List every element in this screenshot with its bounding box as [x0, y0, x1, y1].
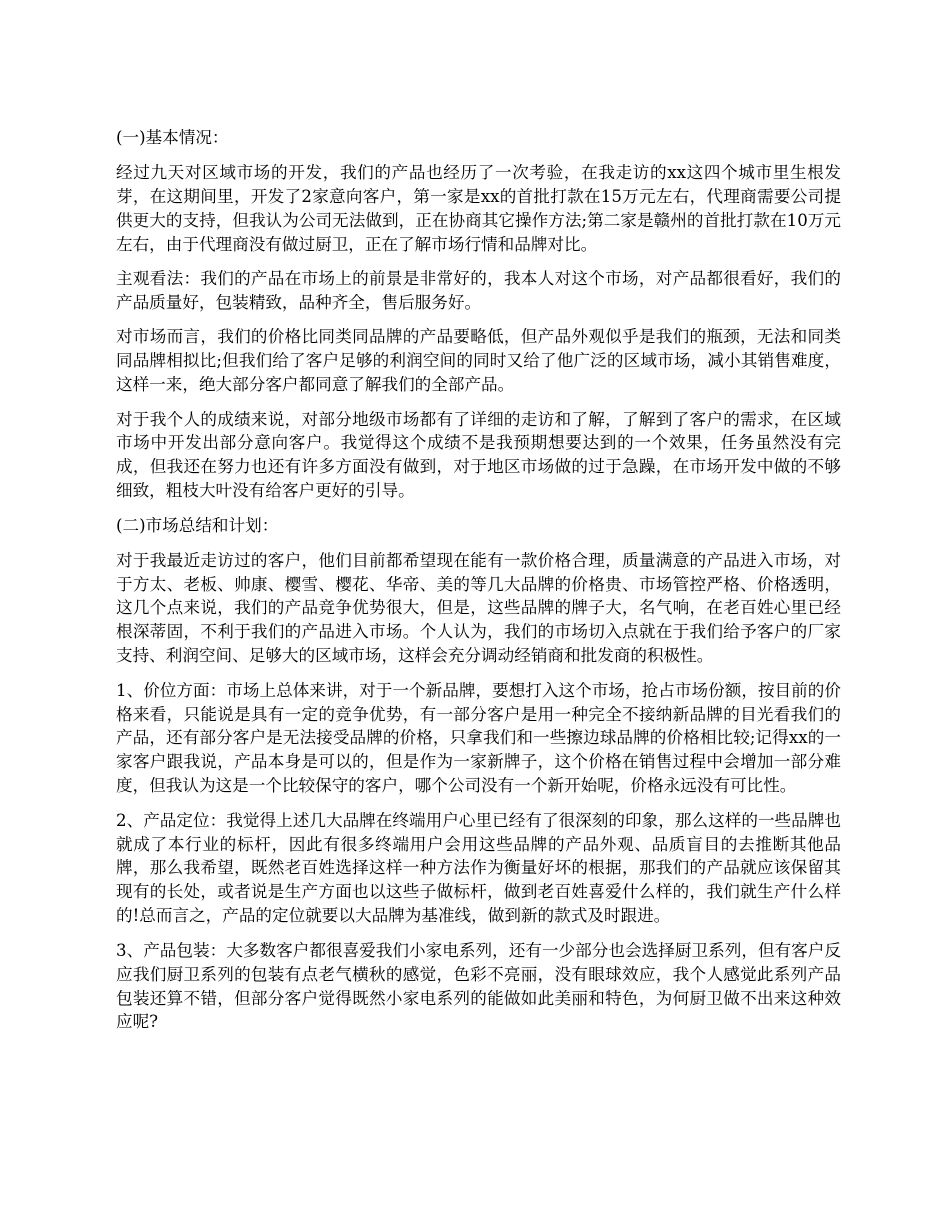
paragraph-product-packaging: 3、产品包装：大多数客户都很喜爱我们小家电系列，还有一少部分也会选择厨卫系列，但有客户反应我们厨卫系列的包装有点老气横秋的感觉，色彩不亮丽，没有眼球效应，我个人感觉此系列产品包装还算不错，但部分客户觉得既然小家电系列的能做如此美丽和特色，为何厨卫做不出来这种效应呢? [116, 940, 841, 1032]
paragraph-market-development: 经过九天对区域市场的开发，我们的产品也经历了一次考验，在我走访的xx这四个城市里生根发芽，在这期间里，开发了2家意向客户，第一家是xx的首批打款在15万元左右，代理商需要公司提供更大的支持，但我认为公司无法做到，正在协商其它操作方法;第二家是赣州的首批打款在10万元左右，由于代理商没有做过厨卫，正在了解市场行情和品牌对比。 [116, 162, 841, 254]
paragraph-customer-expectations: 对于我最近走访过的客户，他们目前都希望现在能有一款价格合理，质量满意的产品进入市场，对于方太、老板、帅康、樱雪、樱花、华帝、美的等几大品牌的价格贵、市场管控严格、价格透明，这几个点来说，我们的产品竞争优势很大，但是，这些品牌的牌子大，名气响，在老百姓心里已经根深蒂固，不利于我们的产品进入市场。个人认为，我们的市场切入点就在于我们给予客户的厂家支持、利润空间、足够大的区域市场，这样会充分调动经销商和批发商的积极性。 [116, 550, 841, 666]
paragraph-price-aspect: 1、价位方面：市场上总体来讲，对于一个新品牌，要想打入这个市场，抢占市场份额，按目前的价格来看，只能说是具有一定的竞争优势，有一部分客户是用一种完全不接纳新品牌的目光看我们的产品，还有部分客户是无法接受品牌的价格，只拿我们和一些擦边球品牌的价格相比较;记得xx的一家客户跟我说，产品本身是可以的，但是作为一家新牌子，这个价格在销售过程中会增加一部分难度，但我认为这是一个比较保守的客户，哪个公司没有一个新开始呢，价格永远没有可比性。 [116, 680, 841, 796]
paragraph-personal-results: 对于我个人的成绩来说，对部分地级市场都有了详细的走访和了解，了解到了客户的需求，在区域市场中开发出部分意向客户。我觉得这个成绩不是我预期想要达到的一个效果，任务虽然没有完成，但我还在努力也还有许多方面没有做到，对于地区市场做的过于急躁，在市场开发中做的不够细致，粗枝大叶没有给客户更好的引导。 [116, 409, 841, 501]
section-heading-basic-situation: (一)基本情况： [116, 128, 229, 147]
document-page [116, 126, 841, 1045]
paragraph-product-positioning: 2、产品定位：我觉得上述几大品牌在终端用户心里已经有了很深刻的印象，那么这样的一些品牌也就成了本行业的标杆，因此有很多终端用户会用这些品牌的产品外观、品质盲目的去推断其他品牌，那么我希望，既然老百姓选择这样一种方法作为衡量好坏的根据，那我们的产品就应该保留其现有的长处，或者说是生产方面也以这些子做标杆，做到老百姓喜爱什么样的，我们就生产什么样的!总而言之，产品的定位就要以大品牌为基准线，做到新的款式及时跟进。 [116, 810, 841, 926]
paragraph-market-pricing: 对市场而言，我们的价格比同类同品牌的产品要略低，但产品外观似乎是我们的瓶颈，无法和同类同品牌相拟比;但我们给了客户足够的利润空间的同时又给了他广泛的区域市场，减小其销售难度，这样一来，绝大部分客户都同意了解我们的全部产品。 [116, 327, 841, 395]
paragraph-subjective-view: 主观看法：我们的产品在市场上的前景是非常好的，我本人对这个市场，对产品都很看好，我们的产品质量好，包装精致，品种齐全，售后服务好。 [116, 269, 841, 312]
section-heading-market-summary: (二)市场总结和计划： [116, 515, 279, 535]
